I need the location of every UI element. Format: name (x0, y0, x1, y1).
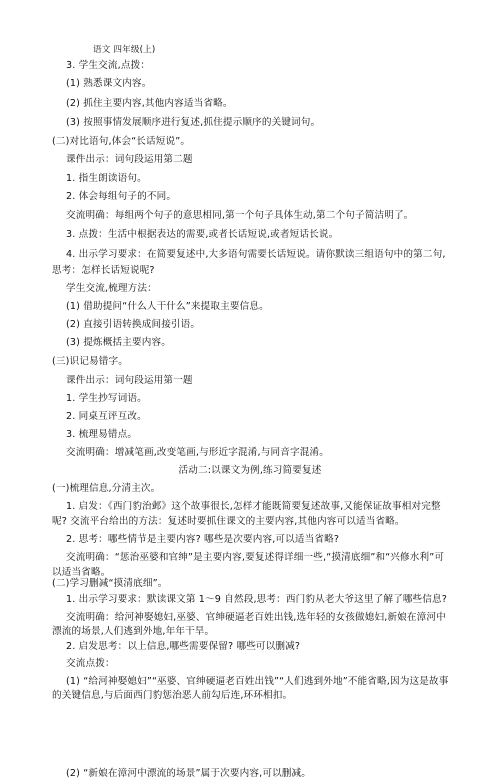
text-line: 2. 思考：哪些情节是主要内容? 哪些是次要内容,可以适当省略? (66, 534, 340, 546)
text-line: (2) “新娘在漳河中漂流的场景”属于次要内容,可以删减。 (66, 768, 312, 779)
text-line: 4. 出示学习要求：在简要复述中,大多语句需要长话短说。请你默读三组语句中的第二句, (66, 248, 446, 260)
text-line: 以适当省略。 (52, 566, 111, 578)
text-line: 课件出示：词句段运用第二题 (66, 153, 193, 165)
text-line: 交流明确：增减笔画,改变笔画,与形近字混淆,与同音字混淆。 (66, 447, 329, 459)
text-line: 2. 同桌互评互改。 (66, 410, 147, 422)
text-line: 漂流的场景,人们逃到外地,年年干旱。 (52, 625, 215, 637)
text-line: (1) 熟悉课文内容。 (66, 78, 152, 90)
text-line: 1. 启发：《西门豹治邺》这个故事很长,怎样才能既简要复述故事,又能保证故事相对完整 (66, 500, 441, 512)
text-line: 2. 体会每组句子的不同。 (66, 191, 177, 203)
section-heading: (三)识记易错字。 (52, 356, 128, 368)
activity-heading: 活动二:以课文为例,练习简要复述 (178, 465, 322, 477)
text-line: 交流明确：每组两个句子的意思相同,第一个句子具体生动,第二个句子简洁明了。 (66, 210, 414, 222)
text-line: 3. 学生交流,点拨： (66, 60, 151, 72)
text-line: (1) 借助提问“什么人干什么”来提取主要信息。 (66, 301, 269, 313)
text-line: (2) 直接引语转换成间接引语。 (66, 319, 201, 331)
text-line: 3. 梳理易错点。 (66, 429, 138, 441)
text-line: 交流明确：给河神娶媳妇,巫婆、官绅硬逼老百姓出钱,选年轻的女孩做媳妇,新娘在漳河中 (66, 611, 446, 623)
section-heading: (二)对比语句,体会“长话短说”。 (52, 135, 191, 147)
page-header: 语文 四年级(上) (93, 45, 156, 55)
text-line: (3) 提炼概括主要内容。 (66, 337, 171, 349)
text-line: 3. 点拨：生活中根据表达的需要,或者长话短说,或者短话长说。 (66, 229, 339, 241)
text-line: 的关键信息,与后面西门豹惩治恶人前勾后连,环环相扣。 (52, 690, 293, 701)
text-line: 1. 指生朗读语句。 (66, 173, 147, 184)
text-line: 学生交流,梳理方法： (66, 282, 157, 294)
section-heading: (二)学习删减“摸清底细”。 (52, 578, 168, 590)
text-line: 课件出示：词句段运用第一题 (66, 374, 193, 386)
text-line: 2. 启发思考：以上信息,哪些需要保留? 哪些可以删减? (66, 641, 301, 653)
text-line: 1. 出示学习要求：默读课文第 1～9 自然段,思考：西门豹从老大爷这里了解了哪些信息? (66, 594, 448, 606)
text-line: (3) 按照事情发展顺序进行复述,抓住提示顺序的关键词句。 (66, 116, 321, 128)
text-line: 交流点拨： (66, 658, 115, 670)
text-line: 思考：怎样长话短说呢? (52, 264, 155, 276)
text-line: (1) “给河神娶媳妇”“巫婆、官绅硬逼老百姓出钱”“人们逃到外地”不能省略,因为这是故事 (66, 675, 449, 687)
text-line: 呢? 交流平台给出的方法：复述时要抓住课文的主要内容,其他内容可以适当省略。 (52, 516, 405, 528)
text-line: 1. 学生抄写词语。 (66, 392, 147, 404)
text-line: (2) 抓住主要内容,其他内容适当省略。 (66, 97, 233, 109)
text-line: 交流明确：“惩治巫婆和官绅”是主要内容,要复述得详细一些,“摸清底细”和“兴修水利”可 (66, 552, 445, 564)
section-heading: (一)梳理信息,分清主次。 (52, 482, 161, 494)
